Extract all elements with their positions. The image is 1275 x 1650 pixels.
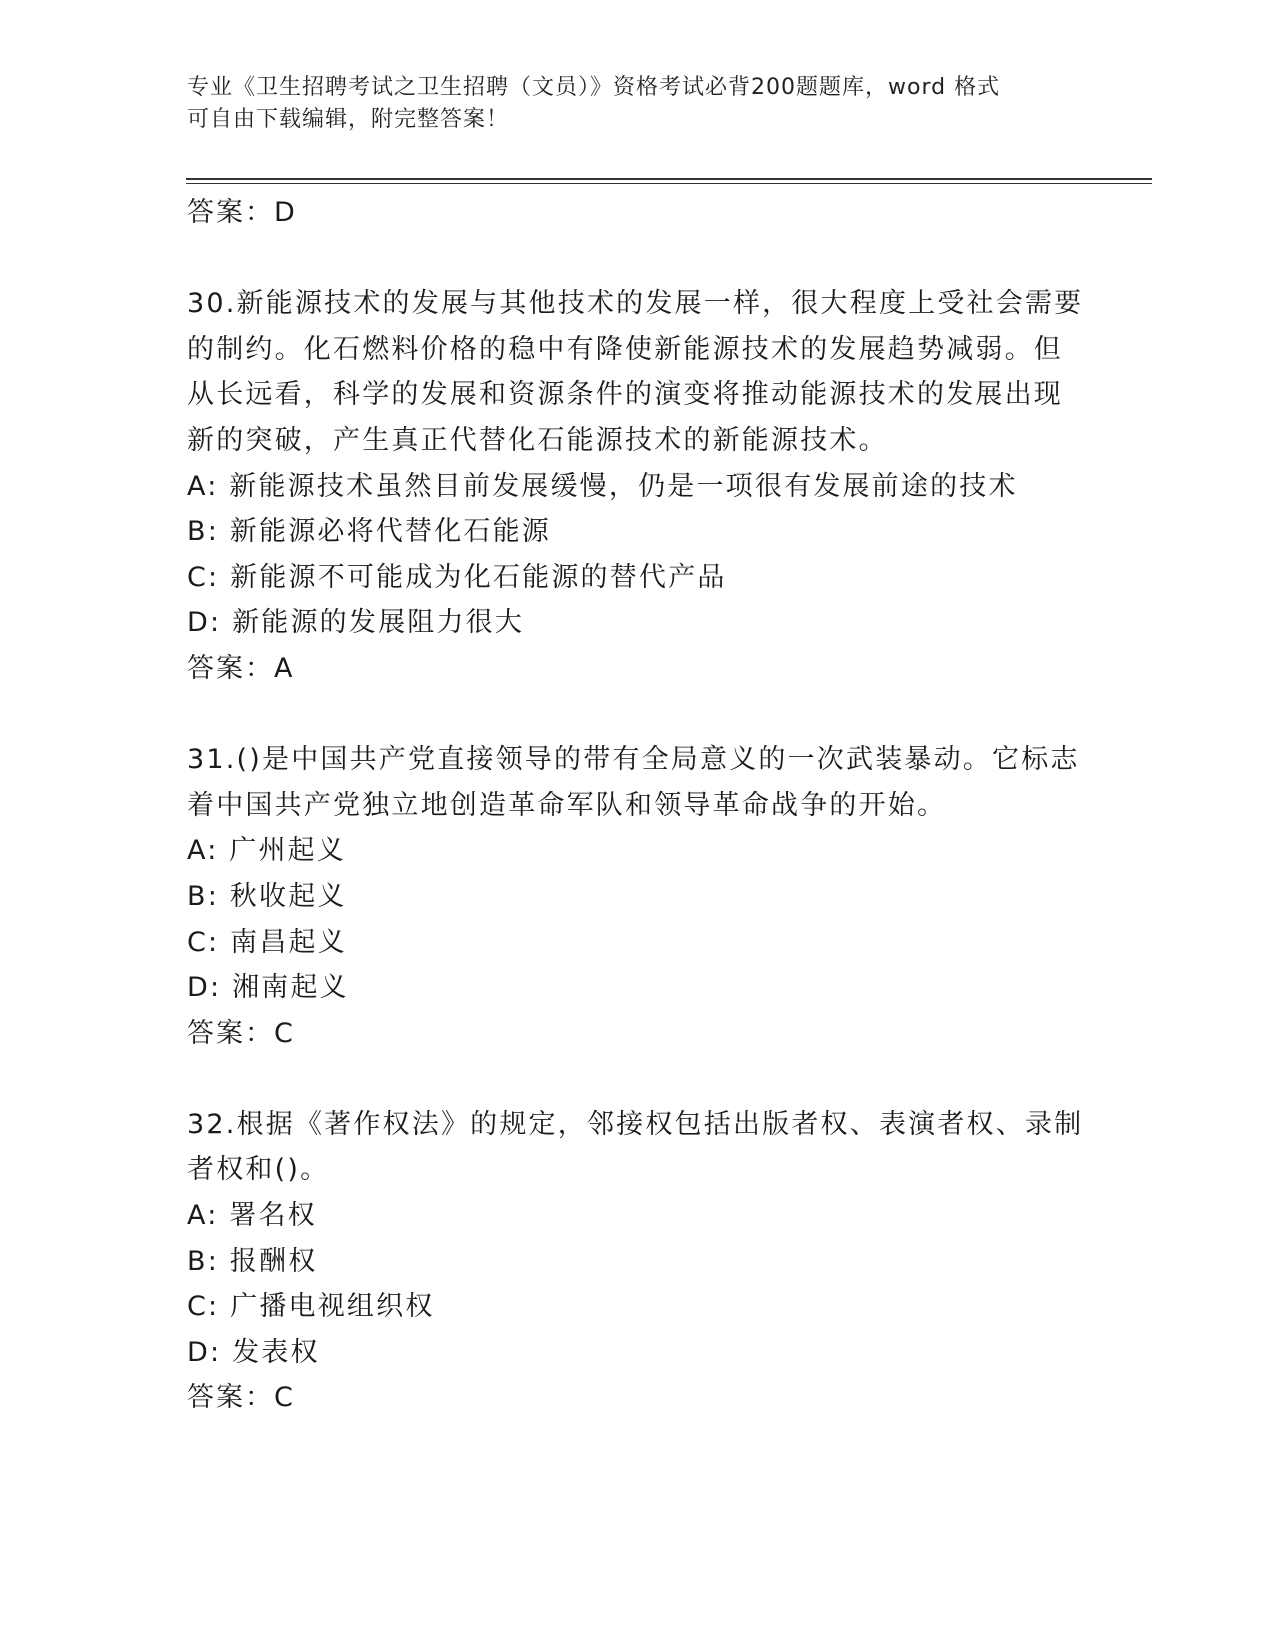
- header-divider-thick: [186, 178, 1152, 180]
- question-stem-line: 31.()是中国共产党直接领导的带有全局意义的一次武装暴动。它标志: [187, 744, 1080, 776]
- question-stem-line: 32.根据《著作权法》的规定，邻接权包括出版者权、表演者权、录制: [187, 1108, 1084, 1140]
- document-header: [187, 72, 1067, 136]
- header-title-line-2: 可自由下载编辑，附完整答案！: [187, 107, 510, 132]
- header-divider-thin: [186, 183, 1152, 184]
- question-list: [187, 190, 1087, 1421]
- spacer: [187, 692, 1087, 738]
- option-c: C: 广播电视组织权: [187, 1291, 435, 1323]
- header-title-line-1: 专业《卫生招聘考试之卫生招聘（文员）》资格考试必背200题题库，word 格式: [187, 75, 1001, 100]
- option-c: C: 南昌起义: [187, 926, 347, 958]
- spacer: [187, 236, 1087, 282]
- question-32: [187, 1102, 1087, 1421]
- answer-line: 答案：A: [187, 652, 295, 684]
- previous-answer: 答案：D: [187, 197, 297, 228]
- question-stem-line: 着中国共产党独立地创造革命军队和领导革命战争的开始。: [187, 789, 947, 821]
- option-b: B: 秋收起义: [187, 880, 347, 912]
- answer-line: 答案：C: [187, 1382, 295, 1414]
- question-31: [187, 737, 1087, 1056]
- option-b: B: 新能源必将代替化石能源: [187, 516, 552, 548]
- question-stem-line: 从长远看，科学的发展和资源条件的演变将推动能源技术的发展出现: [187, 379, 1063, 411]
- option-a: A: 新能源技术虽然目前发展缓慢，仍是一项很有发展前途的技术: [187, 470, 1018, 502]
- option-d: D: 新能源的发展阻力很大: [187, 607, 525, 639]
- option-d: D: 湘南起义: [187, 972, 349, 1004]
- option-a: A: 广州起义: [187, 835, 347, 867]
- option-a: A: 署名权: [187, 1200, 317, 1232]
- option-c: C: 新能源不可能成为化石能源的替代产品: [187, 561, 727, 593]
- answer-line: 答案：C: [187, 1017, 295, 1049]
- question-stem-line: 者权和()。: [187, 1154, 330, 1186]
- question-30: [187, 281, 1087, 691]
- question-stem-line: 的制约。化石燃料价格的稳中有降使新能源技术的发展趋势减弱。但: [187, 333, 1063, 365]
- question-stem-line: 30.新能源技术的发展与其他技术的发展一样，很大程度上受社会需要: [187, 288, 1084, 320]
- option-d: D: 发表权: [187, 1336, 320, 1368]
- option-b: B: 报酬权: [187, 1245, 318, 1277]
- spacer: [187, 1056, 1087, 1102]
- question-stem-line: 新的突破，产生真正代替化石能源技术的新能源技术。: [187, 424, 888, 456]
